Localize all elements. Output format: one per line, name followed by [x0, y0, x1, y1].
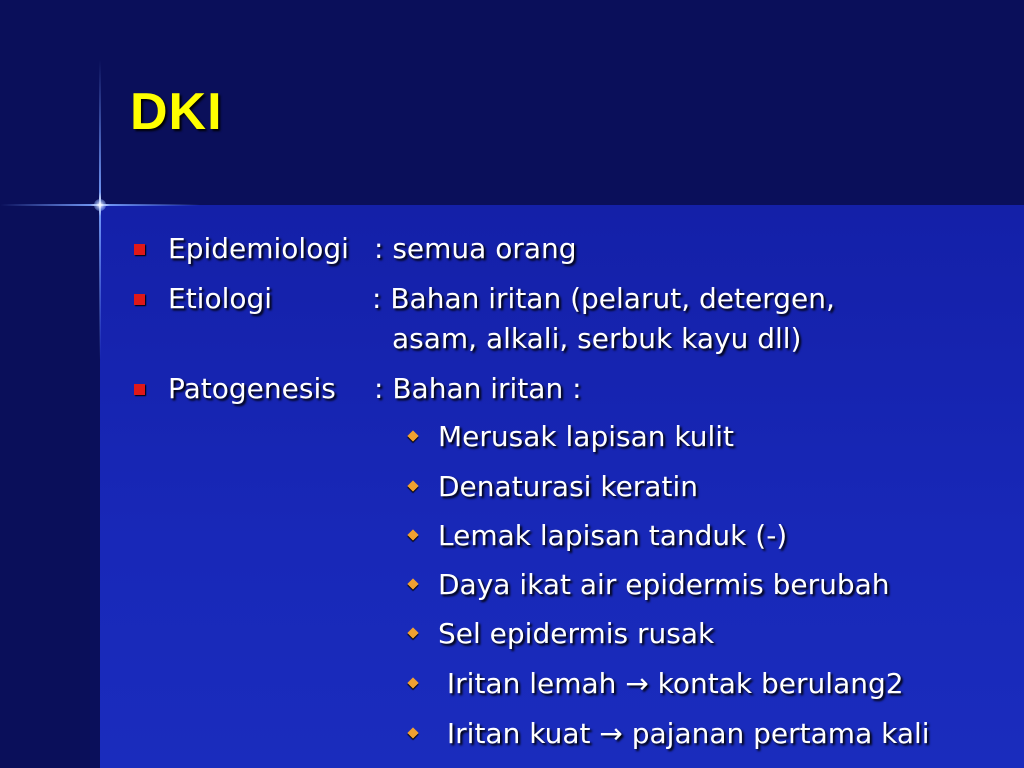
- sub-bullet-item: Lemak lapisan tanduk (-): [438, 519, 788, 552]
- bullet-square-icon: [134, 294, 145, 305]
- slide-title: DKI: [130, 83, 223, 141]
- bullet-term-etiologi: Etiologi: [168, 282, 273, 315]
- sub-bullet-item: Daya ikat air epidermis berubah: [438, 568, 890, 601]
- sub-bullet-item: Sel epidermis rusak: [438, 617, 715, 650]
- bullet-term-epidemiologi: Epidemiologi: [168, 232, 349, 265]
- bullet-desc-epidemiologi: : semua orang: [374, 232, 577, 265]
- sub-bullet-item: Iritan kuat → pajanan pertama kali: [438, 717, 930, 750]
- star-flare-center: [94, 199, 106, 211]
- bullet-term-patogenesis: Patogenesis: [168, 372, 336, 405]
- sub-bullet-item: Merusak lapisan kulit: [438, 420, 735, 453]
- sub-bullet-item: Iritan lemah → kontak berulang2: [438, 667, 904, 700]
- bullet-desc-etiologi-cont: asam, alkali, serbuk kayu dll): [392, 322, 802, 355]
- bullet-square-icon: [134, 384, 145, 395]
- sub-bullet-item: Denaturasi keratin: [438, 470, 698, 503]
- bullet-desc-patogenesis: : Bahan iritan :: [374, 372, 582, 405]
- bullet-square-icon: [134, 244, 145, 255]
- left-band: [0, 205, 100, 768]
- bullet-desc-etiologi: : Bahan iritan (pelarut, detergen,: [372, 282, 835, 315]
